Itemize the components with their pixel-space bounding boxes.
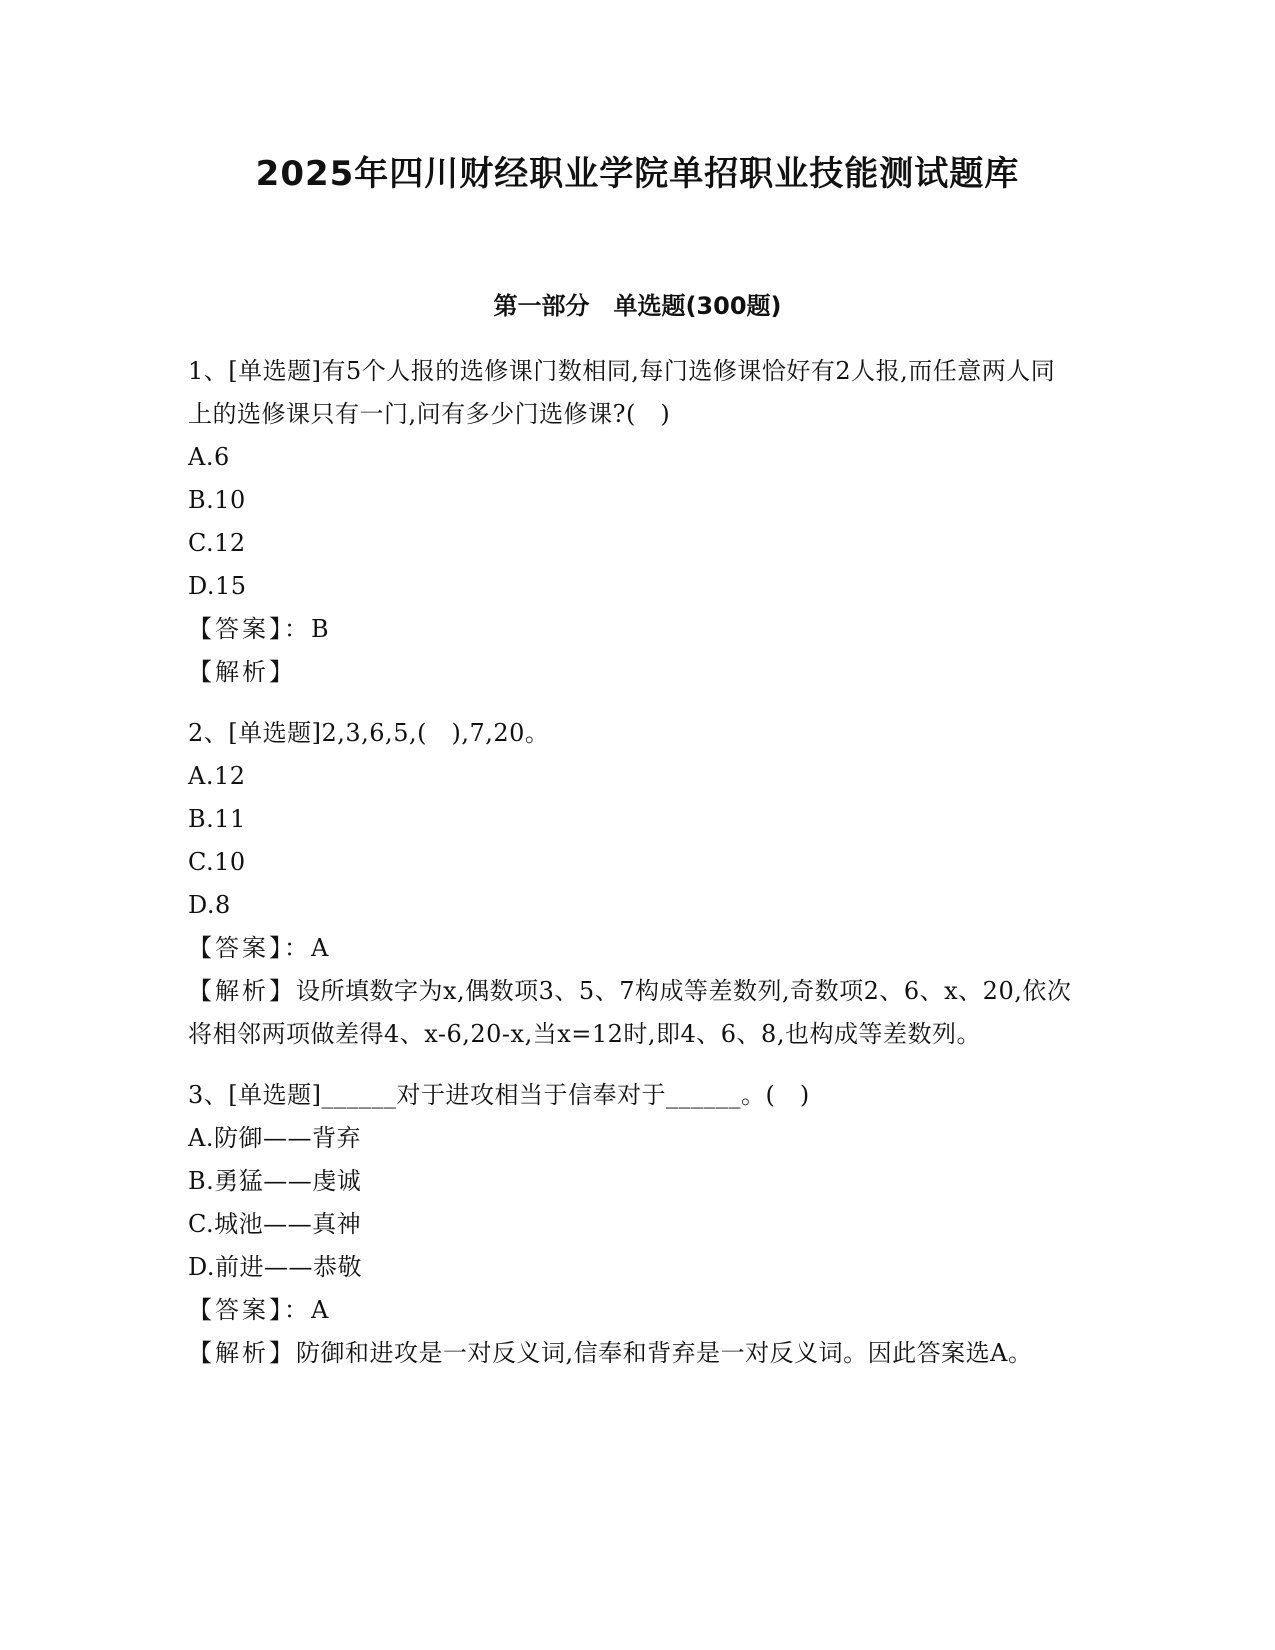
option-list — [188, 755, 1078, 927]
analysis-line — [188, 1332, 1078, 1375]
answer-value: B — [311, 615, 330, 643]
answer-line — [188, 1289, 1078, 1332]
answer-label: 【答案】： — [188, 615, 311, 643]
question-stem: 2、[单选题]2,3,6,5,( ),7,20。 — [188, 719, 550, 747]
section-title: 第一部分 单选题(300题) — [493, 292, 782, 320]
option-d: D.8 — [188, 891, 231, 919]
analysis-label: 【解析】 — [188, 658, 296, 686]
answer-label: 【答案】： — [188, 1296, 311, 1324]
option-c: C.12 — [188, 529, 246, 557]
analysis-text: 防御和进攻是一对反义词,信奉和背弃是一对反义词。因此答案选A。 — [296, 1339, 1033, 1367]
option-b: B.10 — [188, 486, 246, 514]
option-b: B.勇猛——虔诚 — [188, 1167, 362, 1195]
option-d: D.15 — [188, 572, 247, 600]
answer-value: A — [311, 1296, 329, 1324]
option-a: A.6 — [188, 443, 230, 471]
option-d: D.前进——恭敬 — [188, 1253, 363, 1281]
option-list — [188, 1117, 1078, 1289]
question-1 — [188, 350, 1078, 694]
option-b: B.11 — [188, 805, 246, 833]
analysis-text: 设所填数字为x,偶数项3、5、7构成等差数列,奇数项2、6、x、20,依次将相邻两项做差得4、x-6,20-x,当x=12时,即4、6、8,也构成等差数列。 — [188, 977, 1072, 1048]
analysis-label: 【解析】 — [188, 1339, 296, 1367]
option-list — [188, 436, 1078, 608]
analysis-line — [188, 970, 1078, 1056]
analysis-label: 【解析】 — [188, 977, 296, 1005]
option-c: C.10 — [188, 848, 246, 876]
option-a: A.防御——背弃 — [188, 1124, 361, 1152]
document-title: 2025年四川财经职业学院单招职业技能测试题库 — [255, 154, 1020, 194]
answer-value: A — [311, 934, 329, 962]
answer-line — [188, 927, 1078, 970]
question-3 — [188, 1074, 1078, 1375]
analysis-line — [188, 651, 1078, 694]
option-a: A.12 — [188, 762, 246, 790]
answer-line — [188, 608, 1078, 651]
answer-label: 【答案】： — [188, 934, 311, 962]
option-c: C.城池——真神 — [188, 1210, 362, 1238]
question-2 — [188, 712, 1078, 1056]
question-list — [188, 350, 1078, 1393]
question-stem: 3、[单选题]______对于进攻相当于信奉对于______。( ) — [188, 1081, 810, 1109]
question-stem: 1、[单选题]有5个人报的选修课门数相同,每门选修课恰好有2人报,而任意两人同上的选修课只有一门,问有多少门选修课?( ) — [188, 357, 1056, 428]
